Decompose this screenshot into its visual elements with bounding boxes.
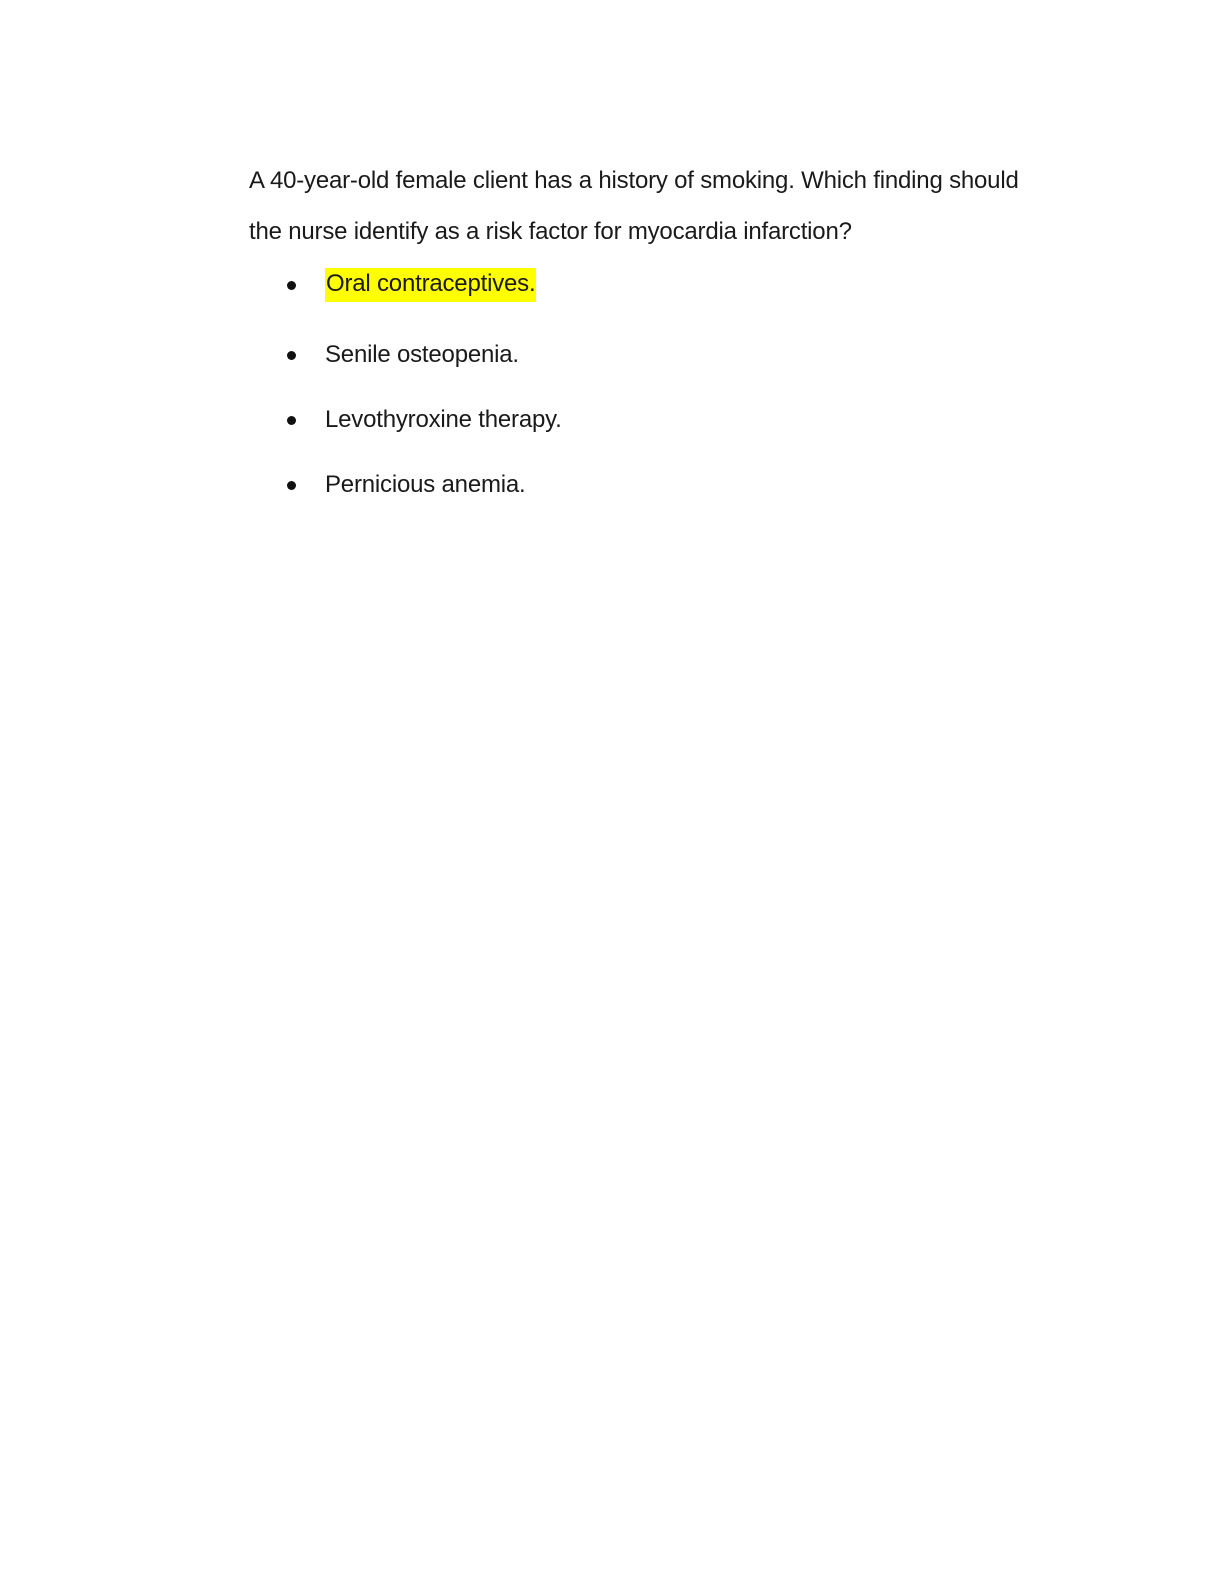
bullet-dot-icon — [287, 481, 296, 490]
answer-options-list — [249, 262, 1009, 508]
answer-option — [249, 397, 1009, 443]
answer-option-text: Pernicious anemia. — [325, 471, 526, 498]
bullet-dot-icon — [287, 351, 296, 360]
bullet-dot-icon — [287, 416, 296, 425]
bullet-dot-icon — [287, 281, 296, 290]
answer-option-text: Levothyroxine therapy. — [325, 406, 562, 433]
answer-option-text-highlighted: Oral contraceptives. — [325, 268, 536, 302]
answer-option-text: Senile osteopenia. — [325, 341, 519, 368]
answer-option — [249, 332, 1009, 378]
answer-option — [249, 462, 1009, 508]
question-text: A 40-year-old female client has a history of smoking. Which finding should the nurse identify as a risk factor for myocardia infarction? — [249, 167, 1019, 245]
answer-option — [249, 262, 1009, 308]
